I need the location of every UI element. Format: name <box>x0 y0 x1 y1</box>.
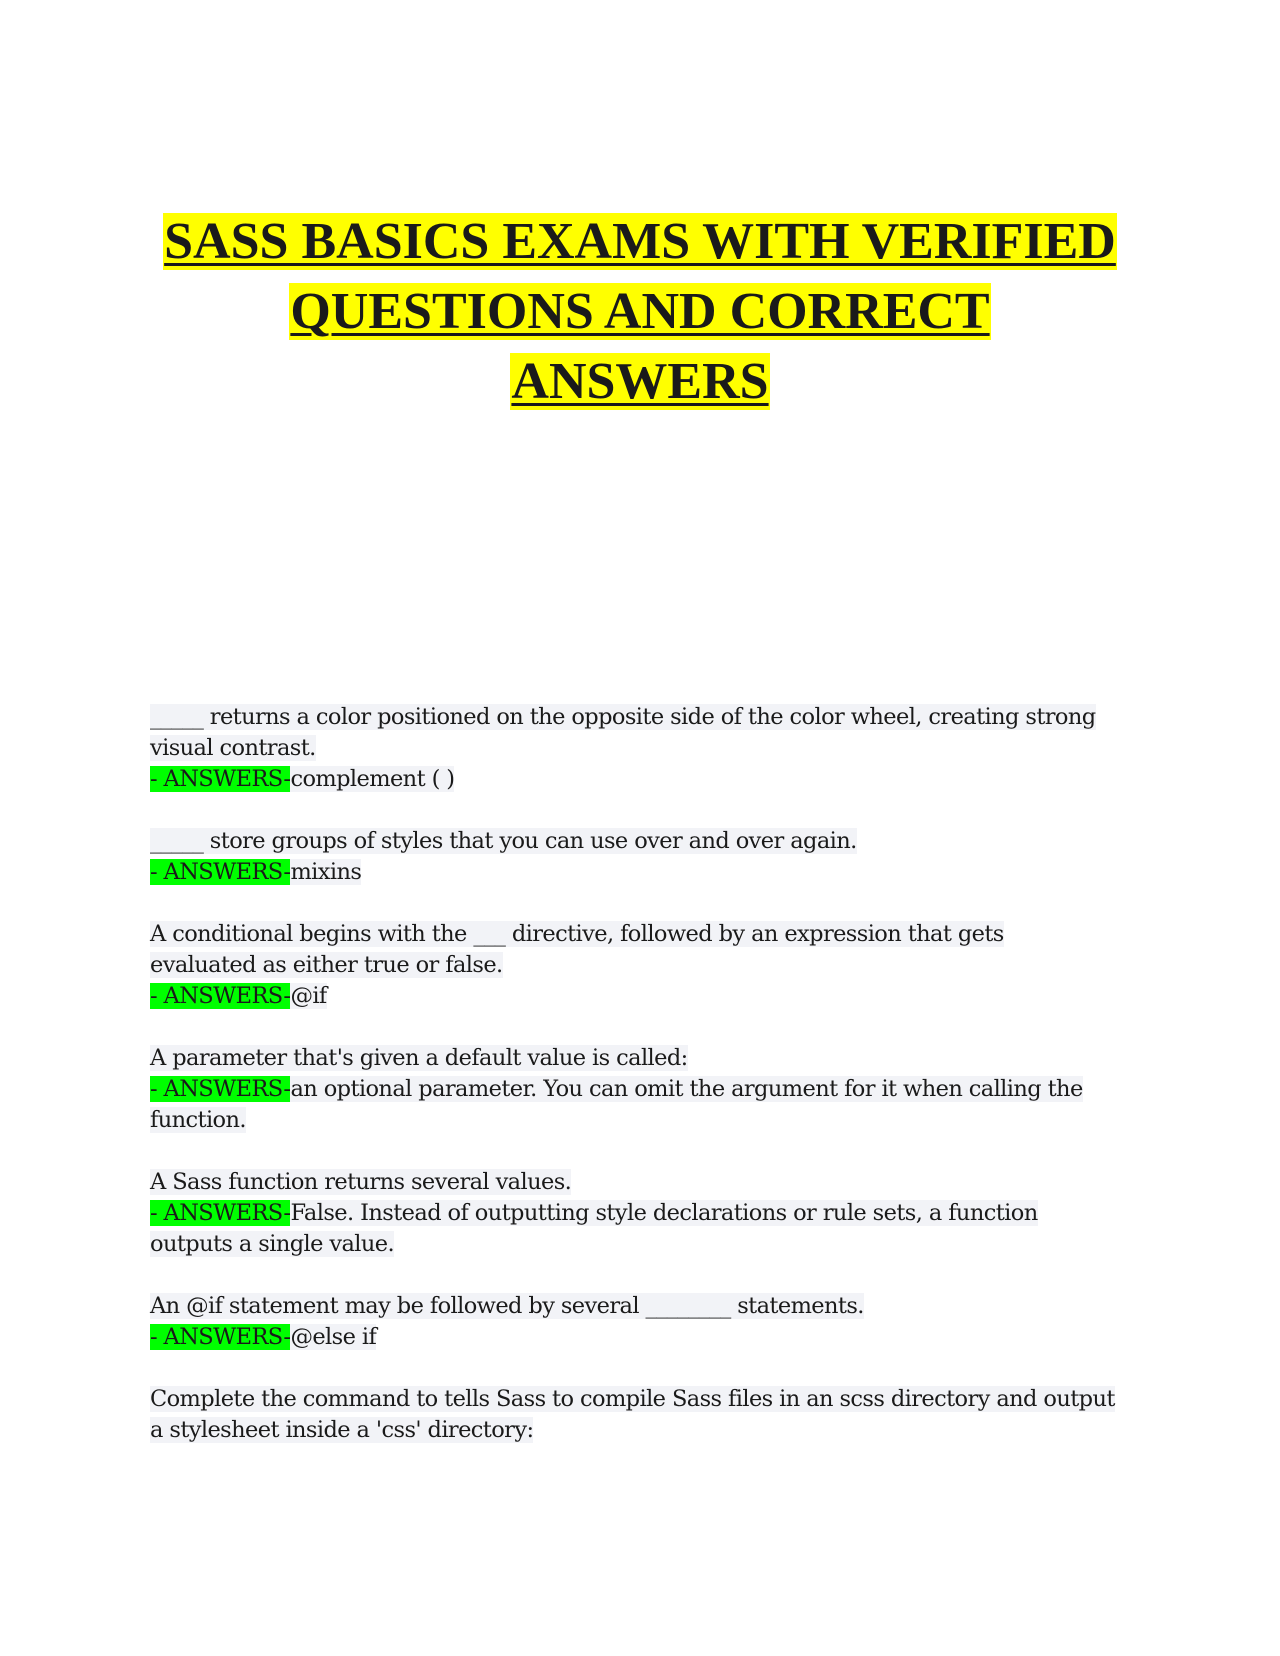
answer-label: - ANSWERS- <box>150 859 291 885</box>
qa-list <box>150 702 1140 1477</box>
qa-item <box>150 1043 1140 1136</box>
answer-line <box>150 1322 1140 1353</box>
question-line: An @if statement may be followed by several ________ statements. <box>150 1293 864 1319</box>
answer-line <box>150 1229 1140 1260</box>
answer-text: mixins <box>290 859 362 885</box>
answer-label: - ANSWERS- <box>150 766 291 792</box>
qa-item <box>150 919 1140 1012</box>
answer-line <box>150 764 1140 795</box>
answer-label: - ANSWERS- <box>150 1324 291 1350</box>
question-line: visual contrast. <box>150 735 316 761</box>
answer-text: outputs a single value. <box>150 1231 395 1257</box>
question-line: a stylesheet inside a 'css' directory: <box>150 1417 534 1443</box>
answer-text: @else if <box>290 1324 377 1350</box>
answer-line <box>150 1074 1140 1105</box>
qa-item <box>150 826 1140 888</box>
qa-item <box>150 702 1140 795</box>
title-line-3: ANSWERS <box>511 353 769 410</box>
answer-line <box>150 1105 1140 1136</box>
qa-item <box>150 1291 1140 1353</box>
answer-text: complement ( ) <box>290 766 455 792</box>
qa-item <box>150 1167 1140 1260</box>
answer-line <box>150 1198 1140 1229</box>
answer-label: - ANSWERS- <box>150 983 291 1009</box>
question-line: evaluated as either true or false. <box>150 952 503 978</box>
answer-line <box>150 981 1140 1012</box>
answer-label: - ANSWERS- <box>150 1076 291 1102</box>
question-line: Complete the command to tells Sass to compile Sass files in an scss directory and output <box>150 1386 1115 1412</box>
qa-item <box>150 1384 1140 1446</box>
answer-text: function. <box>150 1107 246 1133</box>
question-line: A Sass function returns several values. <box>150 1169 572 1195</box>
document-title <box>150 207 1130 417</box>
question-line: A parameter that's given a default value is called: <box>150 1045 688 1071</box>
answer-line <box>150 857 1140 888</box>
question-line: _____ store groups of styles that you can use over and over again. <box>150 828 857 854</box>
question-line: _____ returns a color positioned on the opposite side of the color wheel, creating strong <box>150 704 1096 730</box>
title-line-2: QUESTIONS AND CORRECT <box>290 283 990 340</box>
title-line-1: SASS BASICS EXAMS WITH VERIFIED <box>164 213 1116 270</box>
answer-text: an optional parameter. You can omit the argument for it when calling the <box>290 1076 1083 1102</box>
answer-text: False. Instead of outputting style declarations or rule sets, a function <box>290 1200 1038 1226</box>
question-line: A conditional begins with the ___ directive, followed by an expression that gets <box>150 921 1004 947</box>
answer-text: @if <box>290 983 327 1009</box>
answer-label: - ANSWERS- <box>150 1200 291 1226</box>
